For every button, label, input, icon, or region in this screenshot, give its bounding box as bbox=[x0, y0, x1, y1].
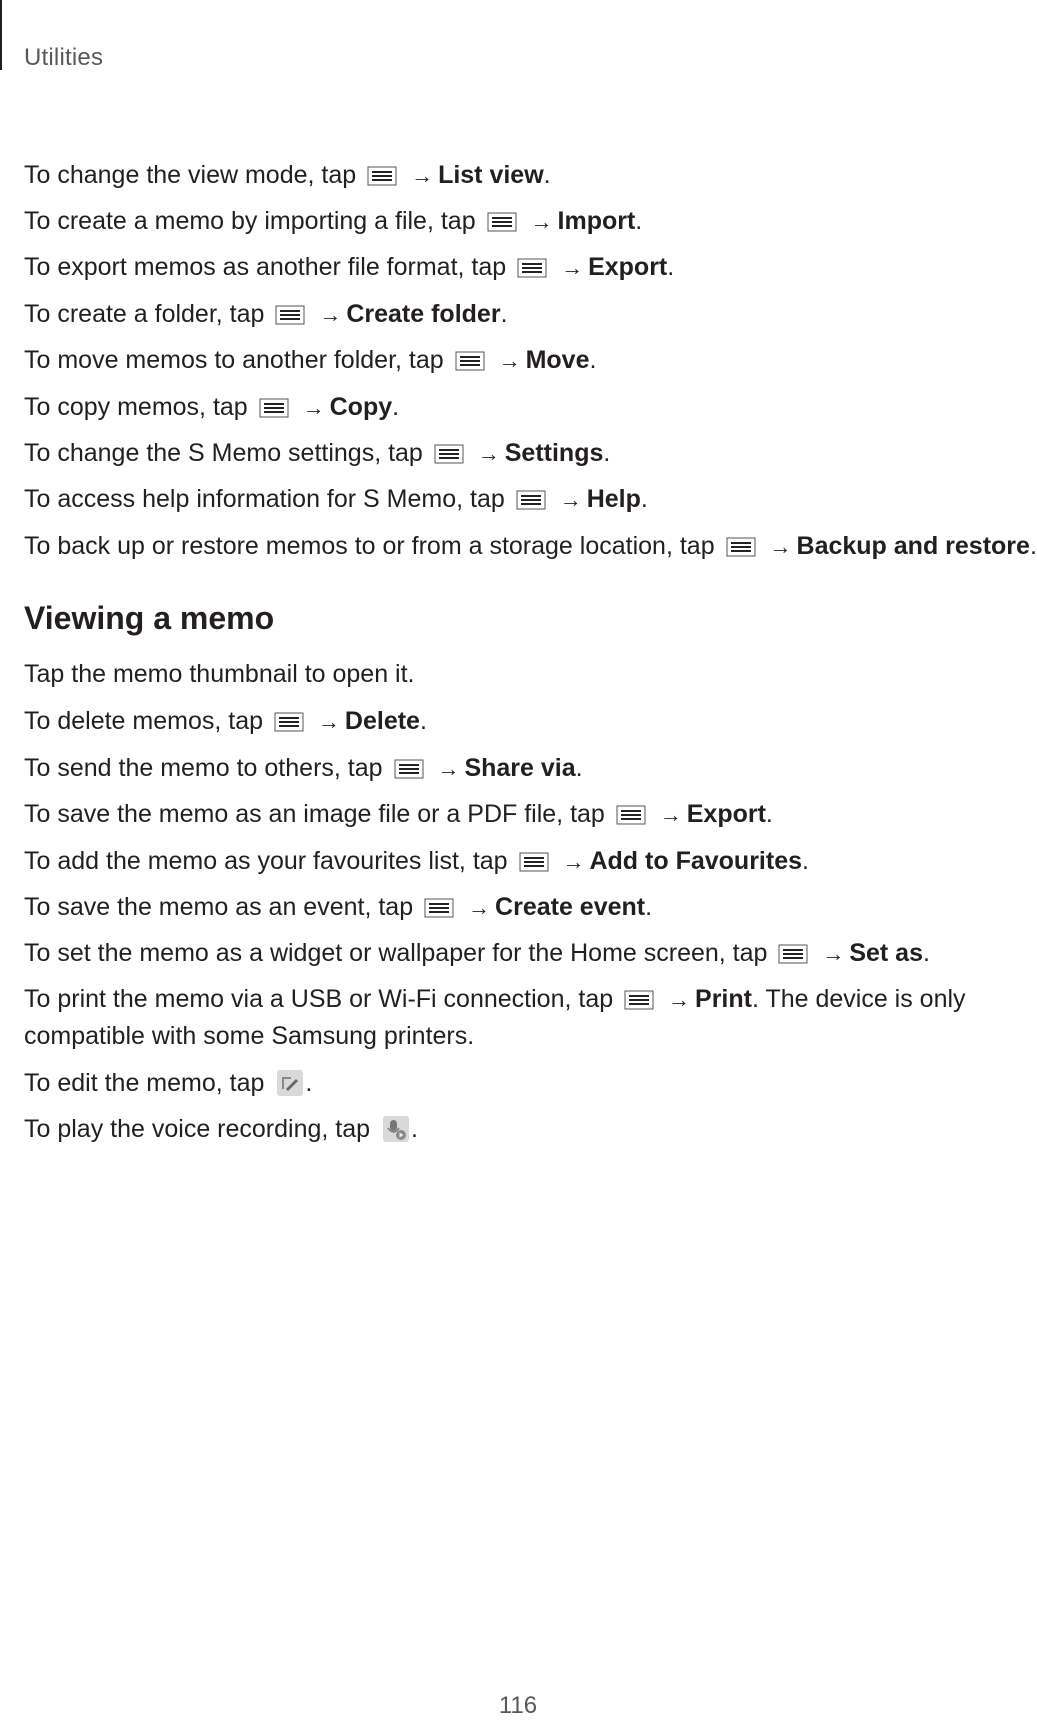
instruction-paragraph: To print the memo via a USB or Wi-Fi connection, tap → Print. The device is only compatible with some Samsung printers. bbox=[24, 985, 966, 1050]
arrow-icon: → bbox=[317, 709, 340, 734]
menu-option: Delete bbox=[344, 707, 420, 735]
menu-option: Set as bbox=[849, 939, 923, 967]
arrow-icon: → bbox=[822, 941, 845, 966]
intro-text: Tap the memo thumbnail to open it. bbox=[24, 660, 415, 688]
arrow-icon: → bbox=[468, 895, 491, 920]
instruction-line: To save the memo as an event, tap → Create event. bbox=[24, 893, 653, 921]
menu-icon bbox=[274, 712, 304, 732]
menu-icon bbox=[516, 490, 546, 510]
menu-icon bbox=[517, 258, 547, 278]
menu-option: Create folder bbox=[346, 300, 501, 328]
instruction-line: To create a folder, tap → Create folder. bbox=[24, 300, 508, 328]
instruction-line: To create a memo by importing a file, tap → Import. bbox=[24, 207, 643, 235]
arrow-icon: → bbox=[437, 756, 460, 781]
menu-icon bbox=[275, 305, 305, 325]
menu-option: Export bbox=[588, 253, 668, 281]
instruction-line: To export memos as another file format, tap → Export. bbox=[24, 253, 675, 281]
arrow-icon: → bbox=[668, 987, 691, 1012]
instruction-line: To add the memo as your favourites list, tap → Add to Favourites. bbox=[24, 847, 809, 875]
menu-icon bbox=[616, 805, 646, 825]
menu-option: Add to Favourites bbox=[589, 847, 802, 875]
menu-icon bbox=[259, 398, 289, 418]
instruction-line: To move memos to another folder, tap → Move. bbox=[24, 346, 597, 374]
menu-icon bbox=[434, 444, 464, 464]
menu-icon bbox=[424, 898, 454, 918]
arrow-icon: → bbox=[411, 163, 434, 188]
instruction-line: To delete memos, tap → Delete. bbox=[24, 707, 427, 735]
instruction-line: To play the voice recording, tap . bbox=[24, 1115, 418, 1143]
menu-option: Copy bbox=[329, 393, 393, 421]
arrow-icon: → bbox=[302, 395, 325, 420]
instruction-line: To access help information for S Memo, tap → Help. bbox=[24, 485, 648, 513]
menu-icon bbox=[487, 212, 517, 232]
corner-rule bbox=[0, 0, 2, 70]
arrow-icon: → bbox=[498, 348, 521, 373]
menu-option: Share via bbox=[464, 754, 576, 782]
menu-option: List view bbox=[438, 161, 544, 189]
menu-option: Backup and restore bbox=[796, 532, 1030, 560]
arrow-icon: → bbox=[559, 487, 582, 512]
menu-icon bbox=[519, 852, 549, 872]
menu-icon bbox=[455, 351, 485, 371]
menu-icon bbox=[367, 166, 397, 186]
instruction-line: To edit the memo, tap . bbox=[24, 1069, 313, 1097]
arrow-icon: → bbox=[769, 534, 792, 559]
instruction-line: To save the memo as an image file or a PDF file, tap → Export. bbox=[24, 800, 773, 828]
instruction-line: To change the view mode, tap → List view. bbox=[24, 161, 551, 189]
menu-icon bbox=[394, 759, 424, 779]
menu-option: Help bbox=[586, 485, 641, 513]
menu-option: Print bbox=[695, 985, 752, 1013]
edit-pen-icon bbox=[277, 1070, 303, 1096]
arrow-icon: → bbox=[477, 441, 500, 466]
menu-icon bbox=[624, 990, 654, 1010]
menu-option: Settings bbox=[504, 439, 604, 467]
instruction-line: To change the S Memo settings, tap → Settings. bbox=[24, 439, 611, 467]
instruction-line: To set the memo as a widget or wallpaper for the Home screen, tap → Set as. bbox=[24, 939, 930, 967]
instruction-line: To send the memo to others, tap → Share via. bbox=[24, 754, 583, 782]
arrow-icon: → bbox=[319, 302, 342, 327]
arrow-icon: → bbox=[659, 802, 682, 827]
menu-option: Create event bbox=[495, 893, 646, 921]
menu-icon bbox=[726, 537, 756, 557]
section-heading: Viewing a memo bbox=[24, 600, 275, 636]
menu-option: Export bbox=[686, 800, 766, 828]
menu-option: Import bbox=[557, 207, 636, 235]
arrow-icon: → bbox=[530, 209, 553, 234]
instruction-line: To copy memos, tap → Copy. bbox=[24, 393, 400, 421]
section-header: Utilities bbox=[24, 44, 104, 71]
menu-icon bbox=[778, 944, 808, 964]
menu-option: Move bbox=[525, 346, 590, 374]
page-number: 116 bbox=[498, 1692, 538, 1719]
arrow-icon: → bbox=[561, 255, 584, 280]
voice-play-icon bbox=[383, 1116, 409, 1142]
arrow-icon: → bbox=[562, 849, 585, 874]
instruction-line: To back up or restore memos to or from a storage location, tap → Backup and restore. bbox=[24, 532, 1037, 560]
